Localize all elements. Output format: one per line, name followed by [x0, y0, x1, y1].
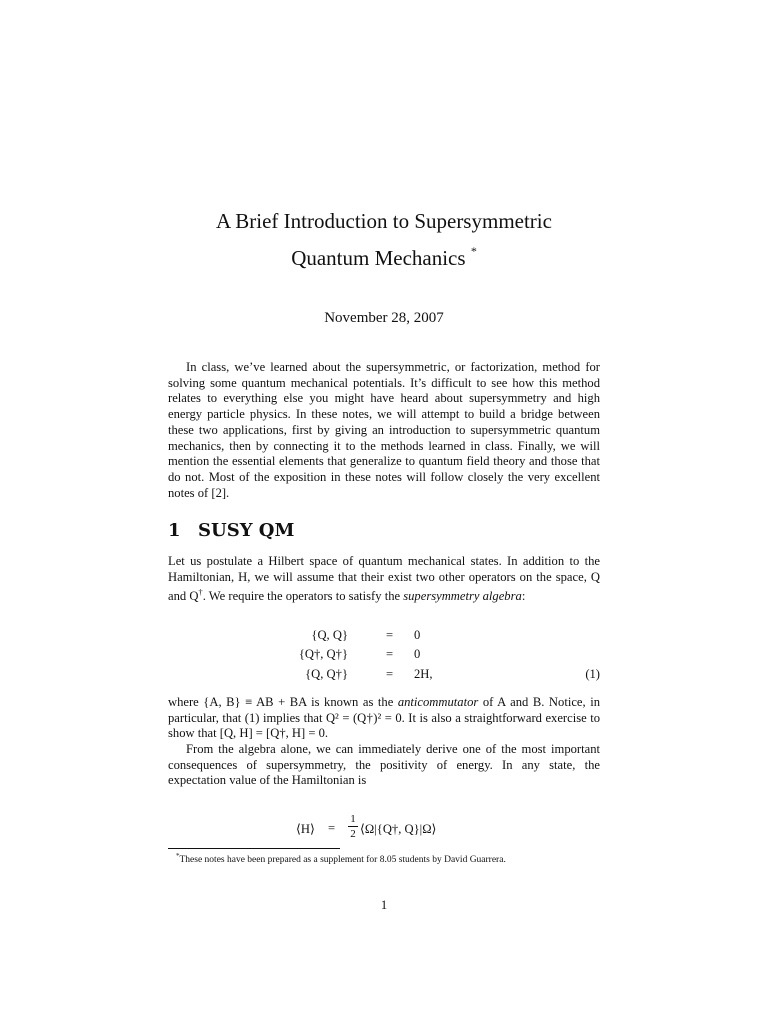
para1-text-a: Let us postulate a Hilbert space of quantum mechanical states. In addition to the Hamiltonian, H, we will assume that their exist two other operators on the space, Q and Q	[168, 554, 600, 604]
section-heading	[168, 520, 294, 541]
title-line-2	[168, 236, 600, 273]
equation-rhs: 2H,	[414, 667, 433, 681]
para2-text-b: of A and B. Notice, in particular, that (1) implies that Q² = (Q†)² = 0. It is also a straightforward exercise to show that [Q, H] = [Q†, H] = 0.	[168, 695, 600, 741]
abstract-paragraph: In class, we’ve learned about the supersymmetric, or factorization, method for solving some quantum mechanical potentials. It’s difficult to see how this method relates to everything else you might have heard about supersymmetry and high energy particle physics. In these notes, we will attempt to build a bridge between these two applications, first by giving an introduction to supersymmetric quantum mechanics, then by connecting it to the methods learned in class. Finally, we will mention the essential elements that generalize to quantum field theory and those that do not. Most of the exposition in these notes will follow closely the very excellent notes of [2].	[168, 360, 600, 500]
equation-row	[168, 667, 600, 686]
section-title: SUSY QM	[198, 520, 295, 541]
paper-date: November 28, 2007	[324, 310, 444, 326]
h-eq-operator: =	[328, 821, 336, 835]
para2-emphasis: anticommutator	[397, 695, 479, 709]
title-footnote-mark: *	[470, 244, 477, 258]
footnote-rule	[168, 848, 340, 849]
para1-text-c: :	[521, 589, 526, 604]
footnote	[176, 852, 506, 865]
h-eq-rhs: ⟨Ω|{Q†, Q}|Ω⟩	[360, 822, 437, 836]
fraction-denominator: 2	[350, 828, 356, 840]
dagger-symbol: †	[198, 587, 203, 598]
body-paragraph-3: From the algebra alone, we can immediately derive one of the most important consequences of supersymmetry, the positivity of energy. In any state, the expectation value of the Hamiltonian is	[168, 742, 600, 788]
body-paragraph-2	[168, 695, 600, 742]
equation-row	[168, 647, 600, 666]
equation-lhs: {Q, Q†}	[305, 667, 348, 681]
title-line-1: A Brief Introduction to Supersymmetric	[216, 209, 552, 233]
equation-rhs: 0	[414, 647, 421, 661]
h-eq-fraction	[348, 812, 358, 841]
body-paragraph-1	[168, 554, 600, 605]
section-number: 1	[168, 520, 181, 541]
para1-text-b: . We require the operators to satisfy the	[202, 589, 404, 604]
equation-row	[168, 628, 600, 647]
hamiltonian-equation	[168, 812, 600, 846]
equation-rhs: 0	[414, 628, 421, 642]
equation-tag: (1)	[585, 667, 600, 681]
paper-title	[168, 206, 600, 273]
equation-operator: =	[386, 647, 394, 661]
page-number: 1	[380, 898, 388, 912]
fraction-numerator: 1	[350, 813, 356, 825]
footnote-text: These notes have been prepared as a supplement for 8.05 students by David Guarrera.	[179, 855, 506, 866]
title-line-2-text: Quantum Mechanics	[291, 246, 466, 270]
equation-lhs: {Q†, Q†}	[298, 647, 348, 661]
footnote-mark: *	[176, 852, 180, 860]
h-eq-lhs: ⟨H⟩	[296, 822, 315, 836]
para1-emphasis: supersymmetry algebra	[403, 589, 522, 604]
equation-lhs: {Q, Q}	[311, 628, 348, 642]
equation-operator: =	[386, 667, 394, 681]
para2-text-a: where {A, B} ≡ AB + BA is known as the	[168, 695, 398, 709]
equation-operator: =	[386, 628, 394, 642]
